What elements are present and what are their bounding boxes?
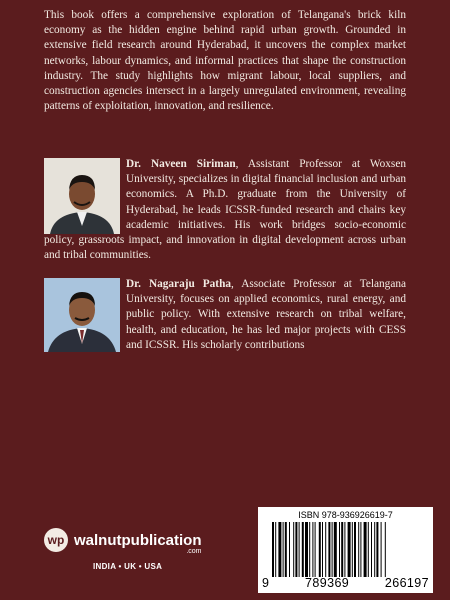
publisher-name: walnutpublication bbox=[74, 531, 202, 549]
barcode-digit-group-1: 789369 bbox=[305, 576, 350, 590]
barcode-bar bbox=[364, 522, 367, 577]
publisher-domain: .com bbox=[186, 547, 202, 555]
barcode-bar bbox=[302, 522, 304, 577]
author-bio-text-1: , Assistant Professor at Woxsen University, specializes in digital financial inclusion and urban economics. A Ph.D. graduate from the University of Hyderabad, he leads ICSSR-funded research and chairs key academic initiatives. His work bridges socio-economic policy, grassroots impact, and innovation in digital development across urban and tribal communities. bbox=[44, 158, 406, 262]
barcode-bar bbox=[339, 522, 340, 577]
barcode-bar bbox=[309, 522, 310, 577]
barcode-bar bbox=[376, 522, 378, 577]
author-bio-2 bbox=[44, 277, 406, 353]
barcode-bars bbox=[272, 522, 424, 577]
barcode-bar bbox=[312, 522, 313, 577]
author-bio-text-2: , Associate Professor at Telangana University, focuses on applied economics, rural energy, and public policy. With extensive research on tribal welfare, health, and education, he has led major projects with CESS and ICSSR. His scholarly contributions bbox=[126, 278, 406, 351]
barcode-bar bbox=[295, 522, 297, 577]
barcode-bar bbox=[385, 522, 386, 577]
barcode-bar bbox=[360, 522, 361, 577]
barcode-bar bbox=[319, 522, 321, 577]
barcode-bar bbox=[334, 522, 337, 577]
publisher-countries: INDIA • UK • USA bbox=[93, 562, 163, 571]
barcode-bar bbox=[374, 522, 375, 577]
author-name-2: Dr. Nagaraju Patha bbox=[126, 278, 232, 290]
isbn-barcode bbox=[258, 507, 433, 593]
barcode-bar bbox=[328, 522, 330, 577]
barcode-bar bbox=[289, 522, 290, 577]
barcode-bar bbox=[299, 522, 300, 577]
back-cover-blurb: This book offers a comprehensive exploration of Telangana's brick kiln economy as the hidden engine behind rapid urban growth. Grounded in extensive field research around Hyderabad, it uncovers the complex market networks, labour dynamics, and informal practices that shape the construction industry. The study highlights how migrant labour, local suppliers, and construction agencies intersect in a largely unregulated environment, revealing patterns of exploitation, innovation, and resilience. bbox=[44, 9, 406, 113]
barcode-bar bbox=[341, 522, 343, 577]
barcode-bar bbox=[322, 522, 323, 577]
barcode-bar bbox=[315, 522, 316, 577]
barcode-bar bbox=[293, 522, 294, 577]
isbn-label: ISBN 978-936926619-7 bbox=[298, 510, 393, 520]
barcode-bar bbox=[371, 522, 372, 577]
barcode-bar bbox=[368, 522, 369, 577]
barcode-bar bbox=[305, 522, 308, 577]
barcode-digit-first: 9 bbox=[262, 576, 270, 590]
barcode-bar bbox=[348, 522, 351, 577]
barcode-bar bbox=[278, 522, 281, 577]
barcode-bar bbox=[325, 522, 326, 577]
barcode-bar bbox=[285, 522, 287, 577]
barcode-digits bbox=[262, 576, 429, 590]
barcode-bar bbox=[354, 522, 356, 577]
barcode-bar bbox=[275, 522, 276, 577]
publisher-logo bbox=[44, 528, 202, 555]
publisher-emblem-icon: wp bbox=[44, 528, 68, 552]
barcode-bar bbox=[358, 522, 359, 577]
barcode-digit-group-2: 266197 bbox=[384, 576, 429, 590]
barcode-bar bbox=[332, 522, 333, 577]
author-bio-1 bbox=[44, 157, 406, 263]
barcode-bar bbox=[352, 522, 353, 577]
author-name-1: Dr. Naveen Siriman bbox=[126, 158, 236, 170]
barcode-bar bbox=[283, 522, 284, 577]
barcode-bar bbox=[272, 522, 274, 577]
barcode-bar bbox=[381, 522, 382, 577]
barcode-bar bbox=[344, 522, 345, 577]
